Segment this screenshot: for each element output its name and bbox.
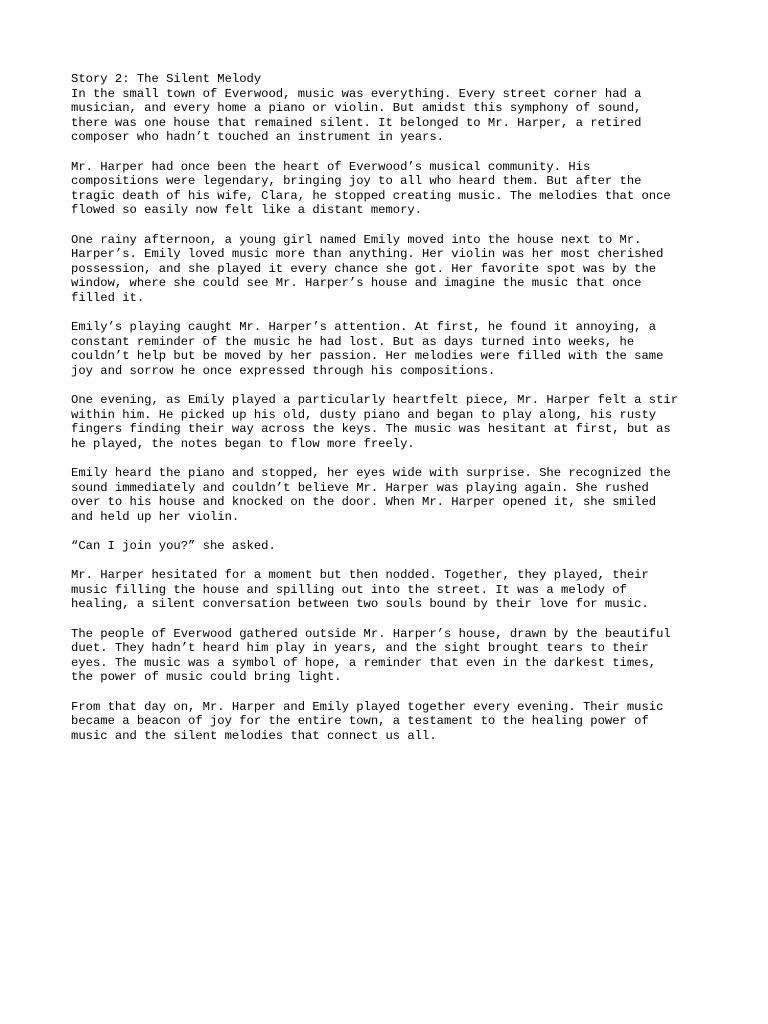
paragraph-7: “Can I join you?” she asked.	[71, 539, 276, 553]
paragraph-5: One evening, as Emily played a particularly heartfelt piece, Mr. Harper felt a stir within him. He picked up his old, dusty piano and began to play along, his rusty fingers finding their way across the keys. The music was hesitant at first, but as he played, the notes began to flow more freely.	[71, 393, 679, 451]
paragraph-2: Mr. Harper had once been the heart of Everwood’s musical community. His compositions were legendary, bringing joy to all who heard them. But after the tragic death of his wife, Clara, he stopped creating music. The melodies that once flowed so easily now felt like a distant memory.	[71, 159, 671, 218]
story-text	[71, 72, 721, 743]
paragraph-9: The people of Everwood gathered outside Mr. Harper’s house, drawn by the beautiful duet. They hadn’t heard him play in years, and the sight brought tears to their eyes. The music was a symbol of hope, a reminder that even in the darkest times, the power of music could bring light.	[71, 626, 671, 685]
story-title: Story 2: The Silent Melody	[71, 72, 262, 86]
paragraph-6: Emily heard the piano and stopped, her eyes wide with surprise. She recognized the sound immediately and couldn’t believe Mr. Harper was playing again. She rushed over to his house and knocked on the door. When Mr. Harper opened it, she smiled and held up her violin.	[71, 466, 671, 524]
paragraph-8: Mr. Harper hesitated for a moment but then nodded. Together, they played, their music filling the house and spilling out into the street. It was a melody of healing, a silent conversation between two souls bound by their love for music.	[71, 568, 649, 612]
paragraph-4: Emily’s playing caught Mr. Harper’s attention. At first, he found it annoying, a constant reminder of the music he had lost. But as days turned into weeks, he couldn’t help but be moved by her passion. Her melodies were filled with the same joy and sorrow he once expressed through his compositions.	[71, 320, 664, 378]
paragraph-10: From that day on, Mr. Harper and Emily played together every evening. Their music became a beacon of joy for the entire town, a testament to the healing power of music and the silent melodies that connect us all.	[71, 699, 664, 743]
paragraph-1: In the small town of Everwood, music was everything. Every street corner had a musician, and every home a piano or violin. But amidst this symphony of sound, there was one house that remained silent. It belonged to Mr. Harper, a retired composer who hadn’t touched an instrument in years.	[71, 86, 642, 145]
paragraph-3: One rainy afternoon, a young girl named Emily moved into the house next to Mr. Harper’s. Emily loved music more than anything. Her violin was her most cherished possession, and she played it every chance she got. Her favorite spot was by the window, where she could see Mr. Harper’s house and imagine the music that once filled it.	[71, 232, 664, 305]
